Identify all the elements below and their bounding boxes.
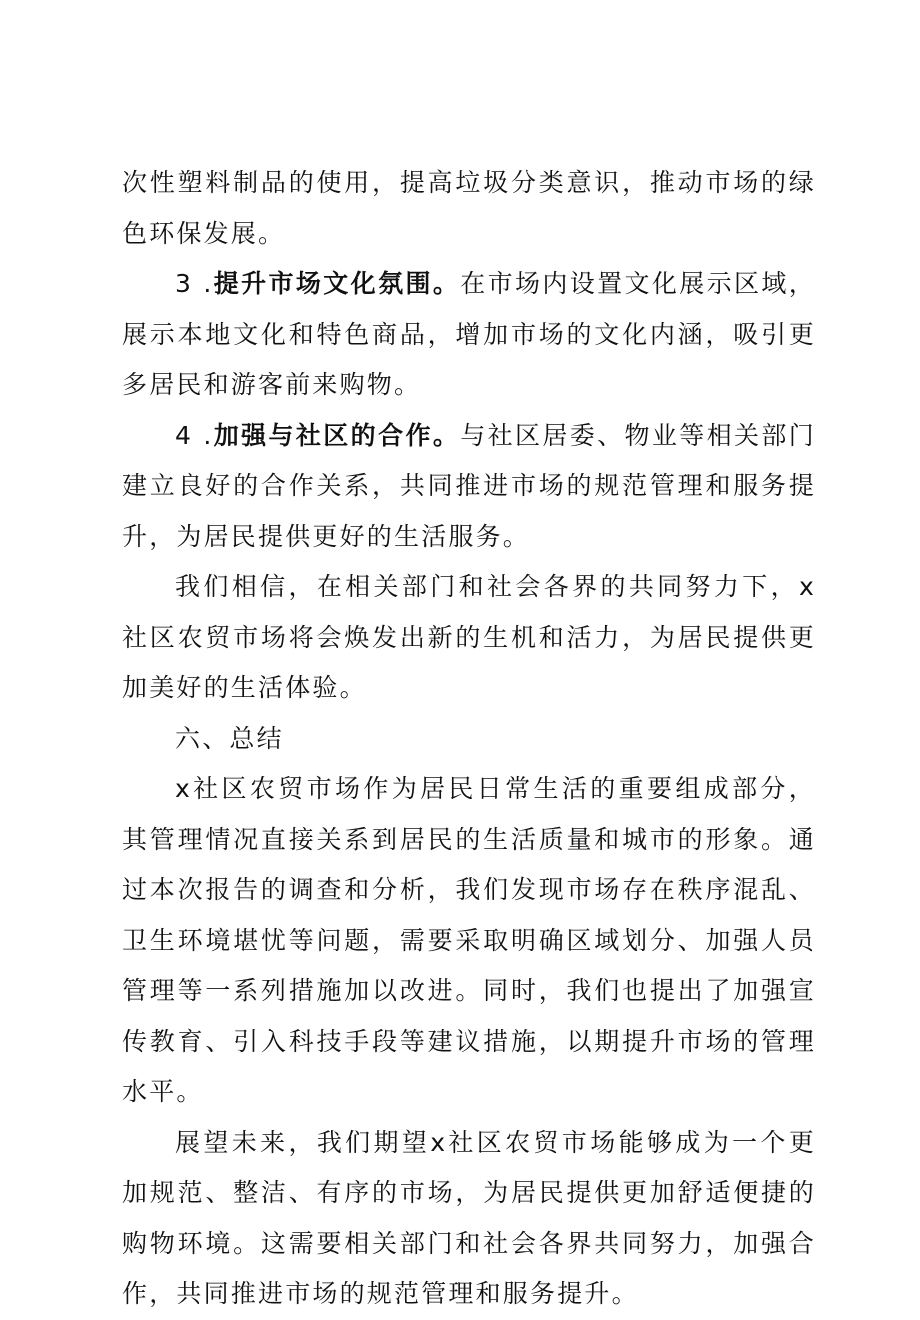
item-text: 在市场内设置文化展示区域，展示本地文化和特色商品，增加市场的文化内涵，吸引更多居民和游客前来购物。 (122, 269, 816, 399)
numbered-item-4 (122, 411, 816, 563)
item-text: 与社区居委、物业等相关部门建立良好的合作关系，共同推进市场的规范管理和服务提升，为居民提供更好的生活服务。 (122, 420, 816, 551)
section-heading: 六、总结 (175, 723, 284, 753)
numbered-item-3 (122, 259, 816, 411)
summary-paragraph-2: 展望未来，我们期望x社区农贸市场能够成为一个更加规范、整洁、有序的市场，为居民提供更加舒适便捷的购物环境。这需要相关部门和社会各界共同努力，加强合作，共同推进市场的规范管理和服务提升。 (122, 1127, 816, 1308)
item-number: 4 . (175, 420, 214, 450)
item-number: 3 . (175, 269, 214, 298)
closing-paragraph: 我们相信，在相关部门和社会各界的共同努力下，x社区农贸市场将会焕发出新的生机和活力，为居民提供更加美好的生活体验。 (122, 572, 816, 702)
document-body (122, 158, 816, 1320)
item-title: 加强与社区的合作。 (213, 420, 461, 450)
continuation-paragraph: 次性塑料制品的使用，提高垃圾分类意识，推动市场的绿色环保发展。 (122, 168, 816, 248)
item-title: 提升市场文化氛围。 (213, 269, 461, 298)
summary-paragraph-1: x社区农贸市场作为居民日常生活的重要组成部分，其管理情况直接关系到居民的生活质量和城市的形象。通过本次报告的调查和分析，我们发现市场存在秩序混乱、卫生环境堪忧等问题，需要采取明确区域划分、加强人员管理等一系列措施加以改进。同时，我们也提出了加强宣传教育、引入科技手段等建议措施，以期提升市场的管理水平。 (122, 774, 816, 1106)
